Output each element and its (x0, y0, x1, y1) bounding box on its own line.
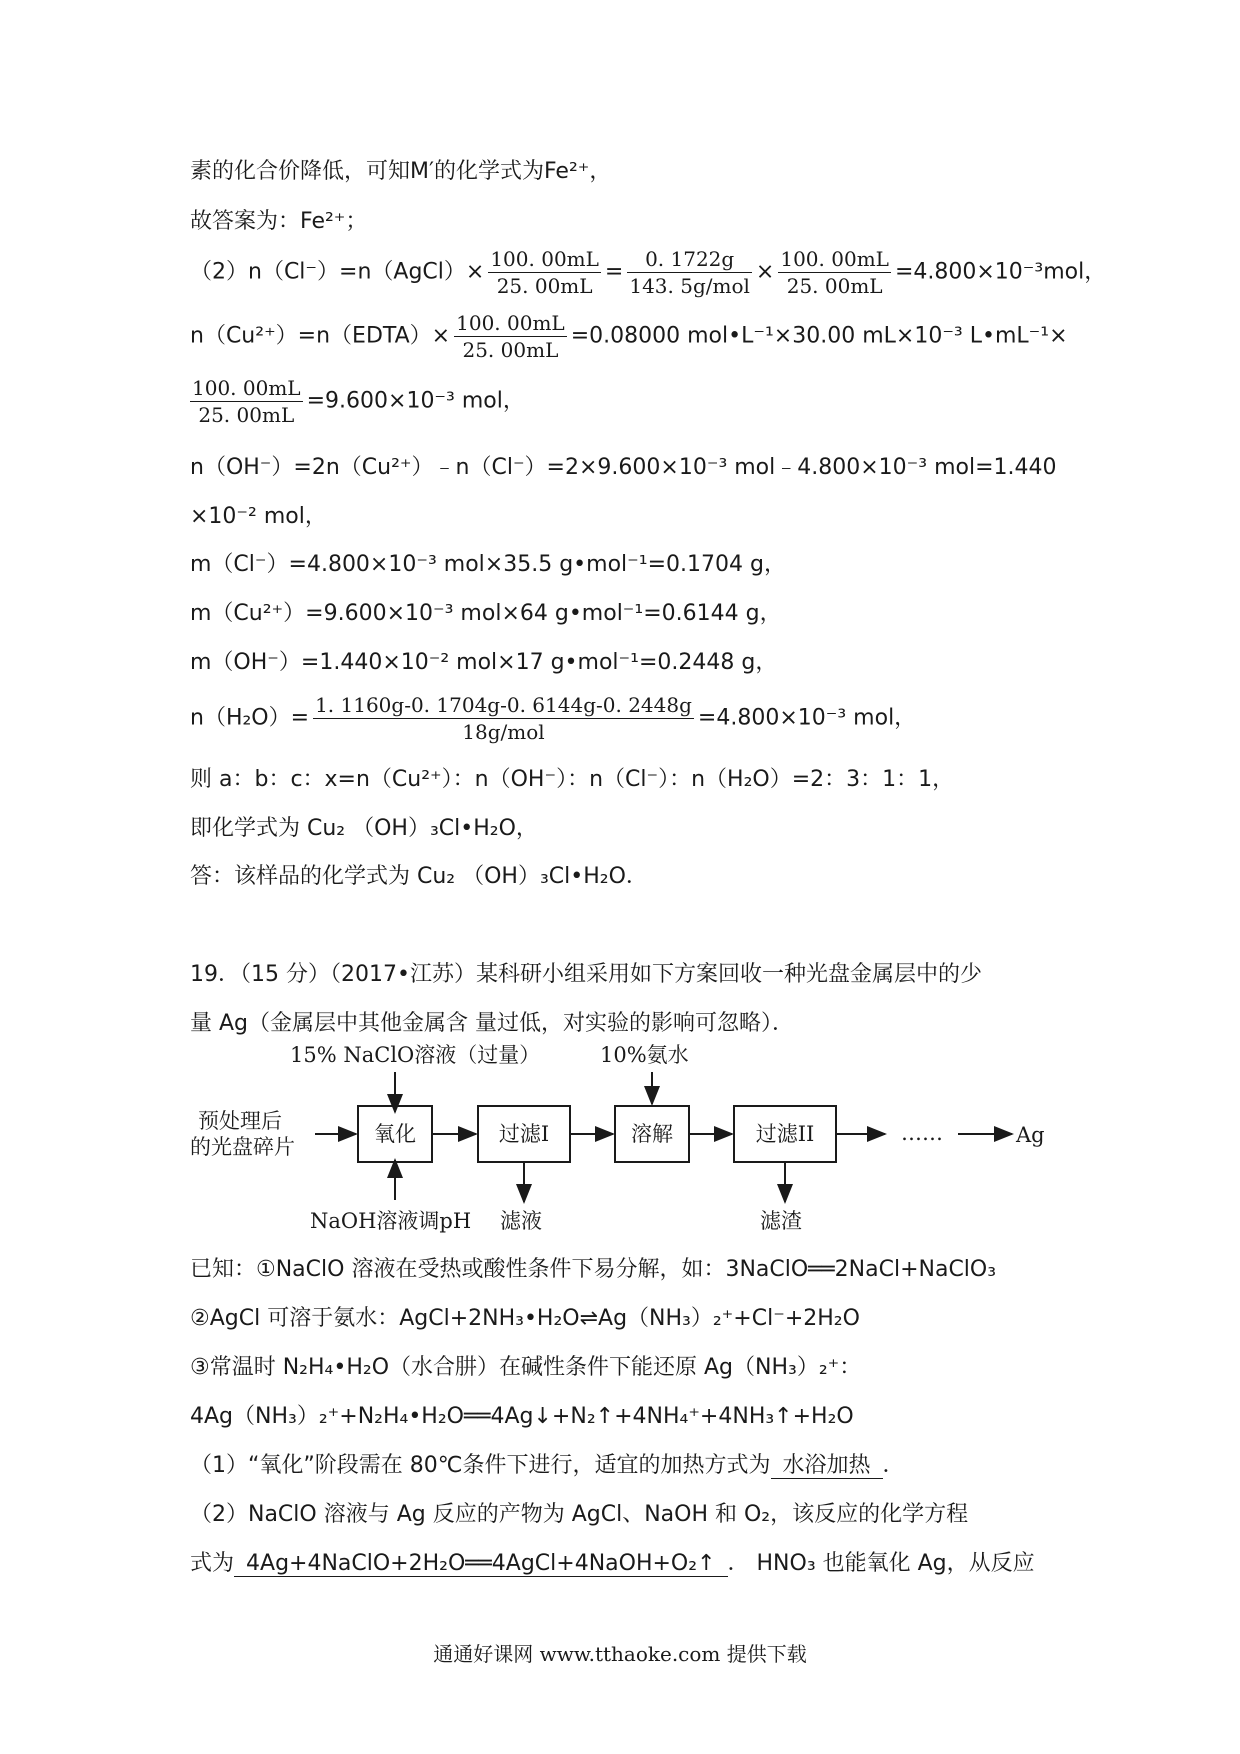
text-line (190, 1009, 794, 1039)
text-line (190, 814, 538, 844)
text-line (190, 1500, 968, 1530)
box-label: 过滤II (755, 1122, 815, 1146)
fraction-denominator: 25. 00mL (198, 403, 295, 427)
line-text: 则 a：b：c：x=n（Cu²⁺）：n（OH⁻）：n（Cl⁻）：n（H₂O）=2：3：1：1， (190, 767, 955, 792)
text-line (190, 1255, 996, 1285)
box-label: 过滤I (498, 1122, 550, 1146)
fraction (778, 246, 891, 299)
line-text: （2）n（Cl⁻）=n（AgCl）× (190, 259, 485, 285)
line-text: n（OH⁻）=2n（Cu²⁺）﹣n（Cl⁻）=2×9.600×10⁻³ mol﹣4.800×10⁻³ mol=1.440 (190, 455, 1057, 480)
reagent-label: 15% NaClO溶液（过量） (290, 1043, 541, 1067)
text-line (190, 862, 648, 892)
line-text: 答：该样品的化学式为 Cu₂ （OH）₃Cl•H₂O． (190, 864, 648, 889)
line-text: n（H₂O）= (190, 705, 310, 731)
reagent-label: 10%氨水 (600, 1043, 689, 1067)
equation-cu (190, 310, 1068, 363)
line-text: 4Ag（NH₃）₂⁺+N₂H₄•H₂O══4Ag↓+N₂↑+4NH₄⁺+4NH₃↑+H₂O (190, 1404, 854, 1429)
line-text: ． HNO₃ 也能氧化 Ag，从反应 (727, 1551, 1035, 1576)
line-text: =4.800×10⁻³ mol， (697, 705, 917, 731)
fraction-numerator: 100. 00mL (780, 247, 889, 271)
line-text: m（OH⁻）=1.440×10⁻² mol×17 g•mol⁻¹=0.2448 g， (190, 650, 778, 675)
line-text: m（Cl⁻）=4.800×10⁻³ mol×35.5 g•mol⁻¹=0.1704 g， (190, 552, 786, 577)
flow-diagram (190, 1040, 1060, 1240)
fraction-denominator: 25. 00mL (496, 274, 593, 298)
fraction-numerator: 0. 1722g (627, 246, 752, 273)
line-text: n（Cu²⁺）=n（EDTA）× (190, 323, 451, 349)
question-19-title (190, 960, 982, 990)
line-text: =9.600×10⁻³ mol， (306, 388, 525, 414)
equation-cl (190, 246, 1106, 299)
line-text: 式为 (190, 1551, 235, 1576)
box-label: 氧化 (374, 1122, 416, 1146)
product-label: Ag (1016, 1123, 1045, 1147)
fraction-denominator: 143. 5g/mol (629, 274, 750, 298)
page-footer: 通通好课网 www.tthaoke.com 提供下载 (433, 1642, 807, 1666)
text-line (190, 1402, 854, 1432)
line-text: =0.08000 mol•L⁻¹×30.00 mL×10⁻³ L•mL⁻¹× (570, 323, 1068, 349)
text-line (190, 1304, 860, 1334)
answer-blank: 4Ag+4NaClO+2H₂O══4AgCl+4NaOH+O₂↑ (234, 1551, 728, 1577)
line-text: 已知：①NaClO 溶液在受热或酸性条件下易分解，如：3NaClO══2NaCl+NaClO₃ (190, 1257, 997, 1282)
line-text: m（Cu²⁺）=9.600×10⁻³ mol×64 g•mol⁻¹=0.6144 g， (190, 601, 782, 626)
fraction-numerator: 100. 00mL (490, 247, 599, 271)
line-text: ×10⁻² mol， (190, 504, 327, 529)
text-line (190, 502, 327, 532)
line-text: 19．（15 分）（2017•江苏）某科研小组采用如下方案回收一种光盘金属层中的少 (190, 962, 982, 987)
fraction (454, 310, 567, 363)
fraction (488, 246, 601, 299)
fraction-numerator: 100. 00mL (456, 311, 565, 335)
line-text: ②AgCl 可溶于氨水：AgCl+2NH₃•H₂O⇌Ag（NH₃）₂⁺+Cl⁻+2H₂O (190, 1306, 860, 1331)
line-text: =4.800×10⁻³mol， (894, 259, 1107, 285)
fraction-denominator: 18g/mol (462, 720, 545, 744)
text-line (190, 648, 777, 678)
text-line (190, 453, 1057, 483)
input-label: 预处理后 (198, 1109, 282, 1133)
output-label: 滤渣 (760, 1209, 802, 1233)
question-part-2 (190, 1549, 1035, 1579)
line-text: 素的化合价降低，可知M′的化学式为Fe²⁺， (190, 159, 612, 184)
answer-blank: 水浴加热 (771, 1453, 883, 1479)
text-line (190, 599, 782, 629)
fraction-numerator: 1. 1160g-0. 1704g-0. 6144g-0. 2448g (315, 693, 692, 717)
input-label: 的光盘碎片 (190, 1135, 295, 1159)
box-label: 溶解 (631, 1122, 673, 1146)
line-text: （2）NaClO 溶液与 Ag 反应的产物为 AgCl、NaOH 和 O₂，该反应的化学方程 (190, 1502, 969, 1527)
fraction-numerator: 100. 00mL (192, 376, 301, 400)
fraction-denominator: 25. 00mL (462, 338, 559, 362)
fraction (313, 692, 694, 745)
text-line (190, 765, 954, 795)
line-text: × (755, 259, 775, 285)
line-text: 量 Ag（金属层中其他金属含 量过低，对实验的影响可忽略）． (190, 1011, 795, 1036)
text-line (190, 157, 611, 187)
reagent-label: NaOH溶液调pH (310, 1209, 472, 1233)
line-text: 故答案为：Fe²⁺； (190, 209, 368, 234)
text-line (190, 1353, 861, 1383)
fraction (627, 246, 752, 299)
text-line (190, 207, 367, 237)
ellipsis: …… (901, 1121, 943, 1145)
output-label: 滤液 (500, 1209, 542, 1233)
fraction-denominator: 25. 00mL (786, 274, 883, 298)
equation-cu-cont (190, 375, 525, 428)
equation-h2o (190, 692, 916, 745)
line-text: （1）“氧化”阶段需在 80℃条件下进行，适宜的加热方式为 (190, 1453, 771, 1478)
fraction (190, 375, 303, 428)
text-line (190, 550, 786, 580)
question-part-1 (190, 1451, 905, 1481)
line-text: ③常温时 N₂H₄•H₂O（水合肼）在碱性条件下能还原 Ag（NH₃）₂⁺： (190, 1355, 862, 1380)
line-text: 即化学式为 Cu₂ （OH）₃Cl•H₂O， (190, 816, 538, 841)
line-text: ． (882, 1453, 905, 1478)
line-text: = (604, 259, 624, 285)
